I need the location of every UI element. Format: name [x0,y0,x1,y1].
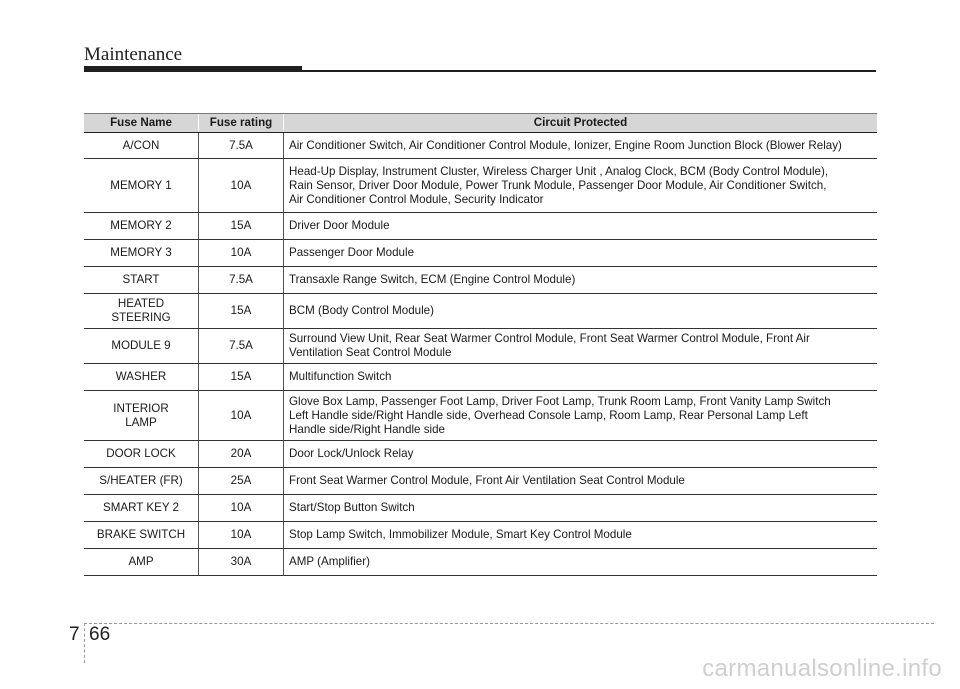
fuse-name-cell: BRAKE SWITCH [84,522,199,549]
fuse-name-cell: HEATED STEERING [84,294,199,329]
fuse-rating-cell: 30A [199,549,284,576]
fuse-rating-cell: 10A [199,522,284,549]
header-bar [84,66,302,72]
footer-rule [84,623,934,624]
fuse-name-cell: DOOR LOCK [84,441,199,468]
fuse-rating-cell: 15A [199,294,284,329]
table-row [84,133,877,159]
circuit-line: Ventilation Seat Control Module [289,346,452,359]
fuse-name-cell: MEMORY 3 [84,240,199,267]
table-row [84,391,877,441]
circuit-line: Transaxle Range Switch, ECM (Engine Control Module) [289,273,576,286]
circuit-line: Surround View Unit, Rear Seat Warmer Control Module, Front Seat Warmer Control Module, Front Air [289,332,810,345]
table-row [84,495,877,522]
circuit-line: Rain Sensor, Driver Door Module, Power Trunk Module, Passenger Door Module, Air Conditioner Switch, [289,178,827,192]
table-row [84,364,877,391]
header-circuit-protected: Circuit Protected [284,114,878,133]
circuit-line: Passenger Door Module [289,246,415,259]
fuse-name-cell: MEMORY 1 [84,159,199,213]
circuit-protected-cell [284,329,878,364]
circuit-protected-cell [284,267,878,294]
fuse-rating-cell: 7.5A [199,329,284,364]
circuit-protected-cell [284,522,878,549]
fuse-table [84,113,877,576]
header-rule [302,70,876,72]
circuit-protected-cell [284,294,878,329]
fuse-name-cell: MEMORY 2 [84,213,199,240]
circuit-line: Stop Lamp Switch, Immobilizer Module, Smart Key Control Module [289,528,632,541]
fuse-rating-cell: 7.5A [199,267,284,294]
table-row [84,240,877,267]
circuit-line: Multifunction Switch [289,370,392,383]
circuit-protected-cell [284,133,878,159]
fuse-name-cell: A/CON [84,133,199,159]
fuse-name-cell: SMART KEY 2 [84,495,199,522]
table-row [84,213,877,240]
table-row [84,441,877,468]
fuse-rating-cell: 10A [199,240,284,267]
table-row [84,468,877,495]
table-row [84,522,877,549]
fuse-rating-cell: 10A [199,159,284,213]
fuse-name-cell: S/HEATER (FR) [84,468,199,495]
fuse-rating-cell: 25A [199,468,284,495]
page-section-title: Maintenance [84,44,183,65]
fuse-name-cell: MODULE 9 [84,329,199,364]
circuit-line: Head-Up Display, Instrument Cluster, Wireless Charger Unit , Analog Clock, BCM (Body Control Module), [289,164,829,178]
circuit-protected-cell [284,468,878,495]
circuit-line: Left Handle side/Right Handle side, Overhead Console Lamp, Room Lamp, Rear Personal Lamp Left [289,408,808,422]
fuse-rating-cell: 7.5A [199,133,284,159]
header-fuse-name: Fuse Name [84,114,199,133]
circuit-line: Start/Stop Button Switch [289,501,415,514]
circuit-protected-cell [284,213,878,240]
circuit-line: Driver Door Module [289,219,390,232]
fuse-rating-cell: 20A [199,441,284,468]
watermark-text: carmanualsonline.info [702,655,942,682]
table-row [84,329,877,364]
table-row [84,294,877,329]
fuse-table-body [84,133,877,576]
circuit-protected-cell [284,391,878,441]
fuse-name-cell: WASHER [84,364,199,391]
circuit-line: Air Conditioner Switch, Air Conditioner Control Module, Ionizer, Engine Room Junction Block (Blower Relay) [289,138,842,152]
circuit-line: BCM (Body Control Module) [289,304,434,317]
table-row [84,267,877,294]
circuit-line: Door Lock/Unlock Relay [289,447,414,460]
table-row [84,159,877,213]
circuit-protected-cell [284,441,878,468]
circuit-protected-cell [284,159,878,213]
fuse-rating-cell: 10A [199,391,284,441]
footer-divider [84,623,85,663]
fuse-table-head [84,114,877,133]
table-row [84,549,877,576]
circuit-line: Glove Box Lamp, Passenger Foot Lamp, Driver Foot Lamp, Trunk Room Lamp, Front Vanity Lamp Switch [289,394,831,408]
circuit-protected-cell [284,364,878,391]
header-row [84,114,877,133]
fuse-rating-cell: 15A [199,364,284,391]
fuse-rating-cell: 10A [199,495,284,522]
circuit-line: Handle side/Right Handle side [289,422,445,436]
page-number: 66 [89,624,111,645]
circuit-protected-cell [284,495,878,522]
fuse-name-cell: AMP [84,549,199,576]
circuit-line: Front Seat Warmer Control Module, Front Air Ventilation Seat Control Module [289,474,685,487]
chapter-number: 7 [69,624,80,645]
fuse-name-cell: START [84,267,199,294]
circuit-protected-cell [284,240,878,267]
fuse-rating-cell: 15A [199,213,284,240]
circuit-line: AMP (Amplifier) [289,555,370,568]
circuit-line: Air Conditioner Control Module, Security Indicator [289,192,544,206]
fuse-name-cell: INTERIOR LAMP [84,391,199,441]
header-fuse-rating: Fuse rating [199,114,284,133]
circuit-protected-cell [284,549,878,576]
